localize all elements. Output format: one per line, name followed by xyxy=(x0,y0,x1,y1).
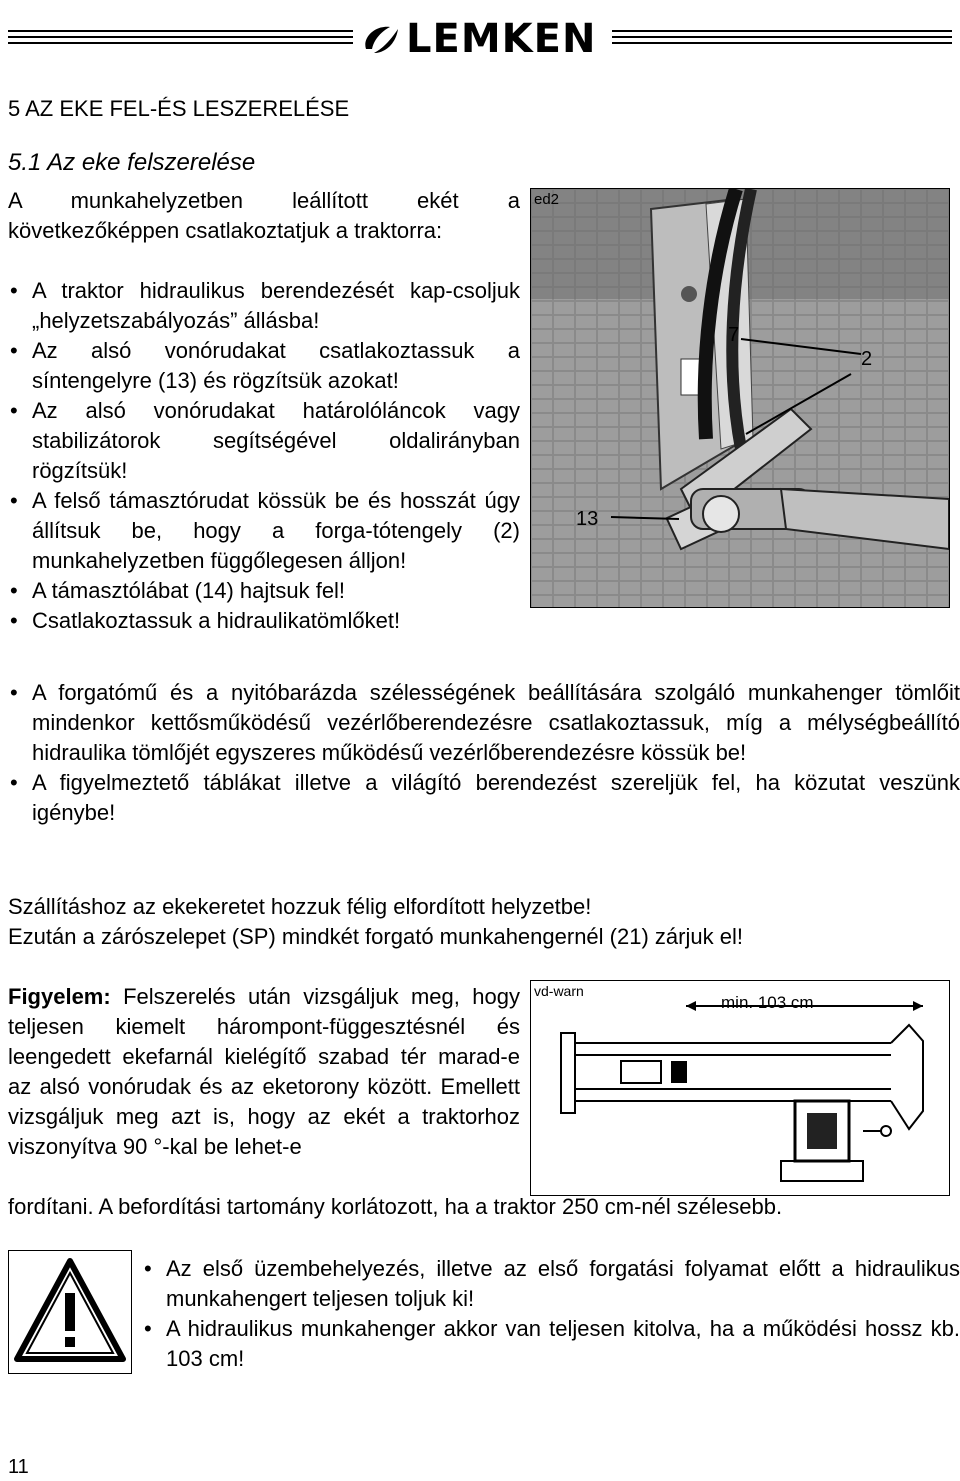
intro-paragraph: A munkahelyzetben leállított ekét a következőképpen csatlakoztatjuk a traktorra: xyxy=(8,188,520,243)
list-item: • A figyelmeztető táblákat illetve a világító berendezést szereljük fel, ha közutat veszünk igénybe! xyxy=(8,768,960,828)
transport-paragraph xyxy=(8,892,960,952)
warning-paragraph xyxy=(8,982,520,1162)
list-item: • A traktor hidraulikus berendezését kap-csoljuk „helyzetszabályozás” állásba! xyxy=(8,276,520,336)
list-item: • Az alsó vonórudakat határolóláncok vagy stabilizátorok segítségével oldalirányban rögzítsük! xyxy=(8,396,520,486)
callout-7: 7 xyxy=(728,324,740,346)
lemken-logo-icon xyxy=(360,19,402,59)
brand-name: LEMKEN xyxy=(406,16,597,62)
list-item: • A hidraulikus munkahenger akkor van teljesen kitolva, ha a működési hossz kb. 103 cm! xyxy=(142,1314,960,1374)
list-item: • A támasztólábat (14) hajtsuk fel! xyxy=(8,576,520,606)
clearance-diagram xyxy=(530,980,950,1196)
bullet-list-wide xyxy=(8,678,960,828)
page-header xyxy=(0,0,960,70)
bullet-list-narrow xyxy=(8,276,520,636)
min-distance-label: min. 103 cm xyxy=(721,993,814,1012)
callout-13: 13 xyxy=(576,508,599,530)
caution-bullets xyxy=(142,1254,960,1374)
page-number: 11 xyxy=(8,1456,29,1478)
lemken-logo xyxy=(360,14,596,64)
transport-line: Szállításhoz az ekekeretet hozzuk félig elfordított helyzetbe! xyxy=(8,894,592,919)
callout-2: 2 xyxy=(861,348,873,370)
warning-body: Felszerelés után vizsgáljuk meg, hogy teljesen kiemelt hárompont-függesztésnél és leengedett ekefarnál kielégítő szabad tér marad-e az alsó vonórudak és az eketorony között. Emellett vizsgáljuk meg azt is, hogy az ekét a traktorhoz viszonyítva 90 °-kal be lehet-e xyxy=(8,984,520,1159)
list-item: • A felső támasztórudat kössük be és hosszát úgy állítsuk be, hogy a forga-tótengely (2) munkahelyzetben függőlegesen álljon! xyxy=(8,486,520,576)
header-rule-left xyxy=(8,30,353,50)
section-heading: 5.1 Az eke felszerelése xyxy=(8,149,256,176)
transport-line: Ezután a zárószelepet (SP) mindkét forgató munkahengernél (21) zárjuk el! xyxy=(8,924,743,949)
warning-triangle-icon xyxy=(8,1250,132,1374)
hitch-photo-image xyxy=(531,189,949,607)
list-item: • Csatlakoztassuk a hidraulikatömlőket! xyxy=(8,606,520,636)
header-rule-right xyxy=(612,30,952,50)
list-item: • Az első üzembehelyezés, illetve az első forgatási folyamat előtt a hidraulikus munkahengert teljesen toljuk ki! xyxy=(142,1254,960,1314)
chapter-heading: 5 AZ EKE FEL-ÉS LESZERELÉSE xyxy=(8,96,350,121)
warning-tail: fordítani. A befordítási tartomány korlátozott, ha a traktor 250 cm-nél szélesebb. xyxy=(8,1194,783,1219)
hitch-photo xyxy=(530,188,950,608)
clearance-drawing xyxy=(531,981,949,1195)
warning-label: Figyelem: xyxy=(8,984,111,1009)
list-item: • Az alsó vonórudakat csatlakoztassuk a síntengelyre (13) és rögzítsük azokat! xyxy=(8,336,520,396)
list-item: • A forgatómű és a nyitóbarázda szélességének beállítására szolgáló munkahenger tömlőit mindenkor kettősműködésű vezérlőberendezésre csatlakoztassuk, míg a mélységbeállító hidraulika tömlőjét egyszeres működésű vezérlőberendezésre kössük be! xyxy=(8,678,960,768)
photo-tag: ed2 xyxy=(534,191,560,208)
diagram-tag: vd-warn xyxy=(534,983,584,999)
